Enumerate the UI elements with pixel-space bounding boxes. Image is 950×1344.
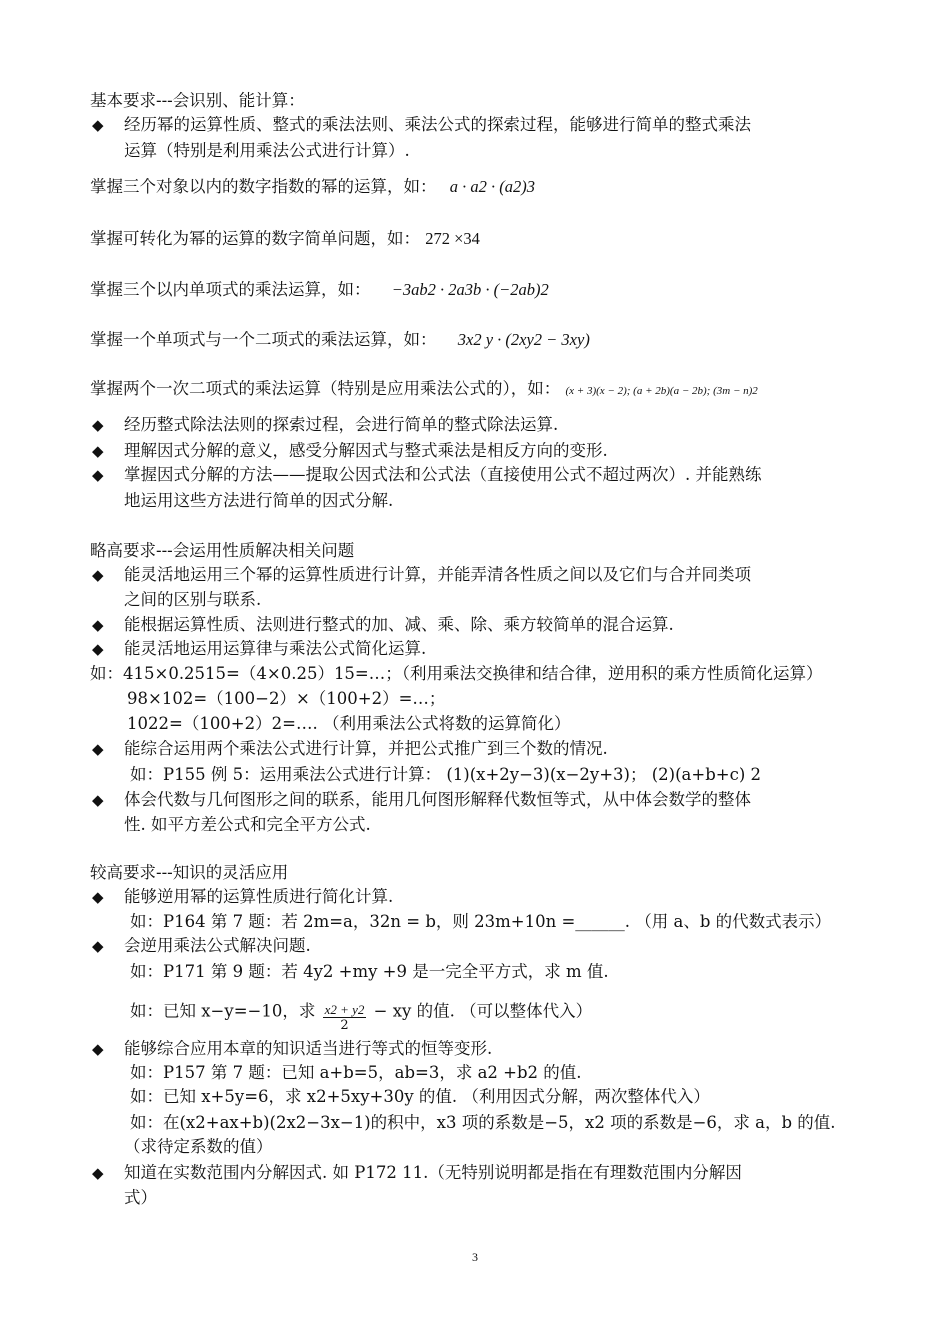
math-expression: 272 ×34 — [425, 229, 480, 248]
bullet-icon: ◆ — [92, 566, 104, 584]
example-text: − xy 的值. （可以整体代入） — [373, 1001, 593, 1021]
list-item: 能综合运用两个乘法公式进行计算，并把公式推广到三个数的情况. — [124, 739, 608, 758]
list-item-continuation: 运算（特别是利用乘法公式进行计算）. — [124, 141, 410, 160]
math-expression: 3x2 y · (2xy2 − 3xy) — [457, 330, 590, 349]
list-item-continuation: 之间的区别与联系. — [124, 590, 262, 609]
requirement-line — [90, 228, 480, 250]
bullet-icon: ◆ — [92, 888, 104, 906]
example-line: 1022=（100+2）2=…. （利用乘法公式将数的运算简化） — [127, 714, 571, 733]
list-item: 掌握因式分解的方法——提取公因式法和公式法（直接使用公式不超过两次）. 并能熟练 — [124, 465, 762, 484]
example-line: 如：415×0.2515=（4×0.25）15=…；（利用乘法交换律和结合律，逆用积的乘方性质简化运算） — [90, 664, 823, 683]
bullet-icon: ◆ — [92, 1040, 104, 1058]
list-item: 经历整式除法法则的探索过程，会进行简单的整式除法运算. — [124, 415, 559, 434]
list-item-continuation: 地运用这些方法进行简单的因式分解. — [124, 491, 394, 510]
section-heading-high: 较高要求---知识的灵活应用 — [90, 863, 289, 882]
bullet-icon: ◆ — [92, 791, 104, 809]
bullet-icon: ◆ — [92, 616, 104, 634]
requirement-line — [90, 329, 590, 351]
list-item-continuation: 式） — [124, 1188, 157, 1207]
bullet-icon: ◆ — [92, 1164, 104, 1182]
requirement-text: 掌握三个对象以内的数字指数的幂的运算，如： — [90, 177, 437, 196]
list-item: 经历幂的运算性质、整式的乘法法则、乘法公式的探索过程，能够进行简单的整式乘法 — [124, 115, 751, 134]
math-expression: a · a2 · (a2)3 — [449, 177, 535, 196]
example-line: 如：在(x2+ax+b)(2x2−3x−1)的积中，x3 项的系数是−5，x2 项的系数是−6，求 a，b 的值. — [130, 1113, 836, 1132]
requirement-text: 掌握一个单项式与一个二项式的乘法运算，如： — [90, 330, 437, 349]
list-item: 能灵活地运用运算律与乘法公式简化运算. — [124, 639, 427, 658]
math-expression: −3ab2 · 2a3b · (−2ab)2 — [391, 280, 549, 299]
requirement-line — [90, 279, 549, 301]
requirement-text: 掌握三个以内单项式的乘法运算，如： — [90, 280, 371, 299]
list-item-continuation: 性. 如平方差公式和完全平方公式. — [124, 815, 371, 834]
example-line: 如：P164 第 7 题：若 2m=a，32n = b，则 23m+10n =______. （用 a、b 的代数式表示） — [130, 912, 832, 931]
list-item: 能够综合应用本章的知识适当进行等式的恒等变形. — [124, 1039, 493, 1058]
bullet-icon: ◆ — [92, 442, 104, 460]
bullet-icon: ◆ — [92, 937, 104, 955]
fraction-denominator: 2 — [340, 1018, 349, 1033]
list-item: 能灵活地运用三个幂的运算性质进行计算，并能弄清各性质之间以及它们与合并同类项 — [124, 565, 751, 584]
fraction — [323, 1002, 367, 1034]
example-line: 如：P171 第 9 题：若 4y2 +my +9 是一完全平方式，求 m 值. — [130, 962, 609, 981]
bullet-icon: ◆ — [92, 116, 104, 134]
list-item: 知道在实数范围内分解因式. 如 P172 11.（无特别说明都是指在有理数范围内分解因 — [124, 1163, 742, 1182]
list-item: 能够逆用幂的运算性质进行简化计算. — [124, 887, 394, 906]
requirement-line — [90, 176, 535, 198]
bullet-icon: ◆ — [92, 640, 104, 658]
example-line: 如：P157 第 7 题：已知 a+b=5，ab=3，求 a2 +b2 的值. — [130, 1063, 582, 1082]
list-item: 体会代数与几何图形之间的联系，能用几何图形解释代数恒等式，从中体会数学的整体 — [124, 790, 751, 809]
list-item: 会逆用乘法公式解决问题. — [124, 936, 311, 955]
example-line: 如：已知 x+5y=6，求 x2+5xy+30y 的值. （利用因式分解，两次整体代入） — [130, 1087, 710, 1106]
example-text: 如：已知 x−y=−10，求 — [130, 1001, 316, 1021]
list-item: 理解因式分解的意义，感受分解因式与整式乘法是相反方向的变形. — [124, 441, 608, 460]
example-line-fraction — [130, 996, 593, 1033]
bullet-icon: ◆ — [92, 740, 104, 758]
requirement-text: 掌握可转化为幂的运算的数字简单问题，如： — [90, 229, 420, 248]
example-line: （求待定系数的值） — [124, 1137, 273, 1156]
requirement-line — [90, 378, 758, 402]
math-expression: (x + 3)(x − 2); (a + 2b)(a − 2b); (3m − n)2 — [565, 385, 758, 397]
bullet-icon: ◆ — [92, 466, 104, 484]
fraction-numerator: x2 + y2 — [324, 1002, 365, 1017]
list-item: 能根据运算性质、法则进行整式的加、减、乘、除、乘方较简单的混合运算. — [124, 615, 674, 634]
bullet-icon: ◆ — [92, 416, 104, 434]
example-line: 如：P155 例 5：运用乘法公式进行计算： (1)(x+2y−3)(x−2y+3)； (2)(a+b+c) 2 — [130, 765, 762, 784]
example-line: 98×102=（100−2）×（100+2）=…； — [127, 689, 446, 708]
page-number: 3 — [472, 1250, 478, 1264]
section-heading-higher: 略高要求---会运用性质解决相关问题 — [90, 541, 355, 560]
requirement-text: 掌握两个一次二项式的乘法运算（特别是应用乘法公式的），如： — [90, 379, 561, 398]
section-heading-basic: 基本要求---会识别、能计算： — [90, 91, 305, 110]
